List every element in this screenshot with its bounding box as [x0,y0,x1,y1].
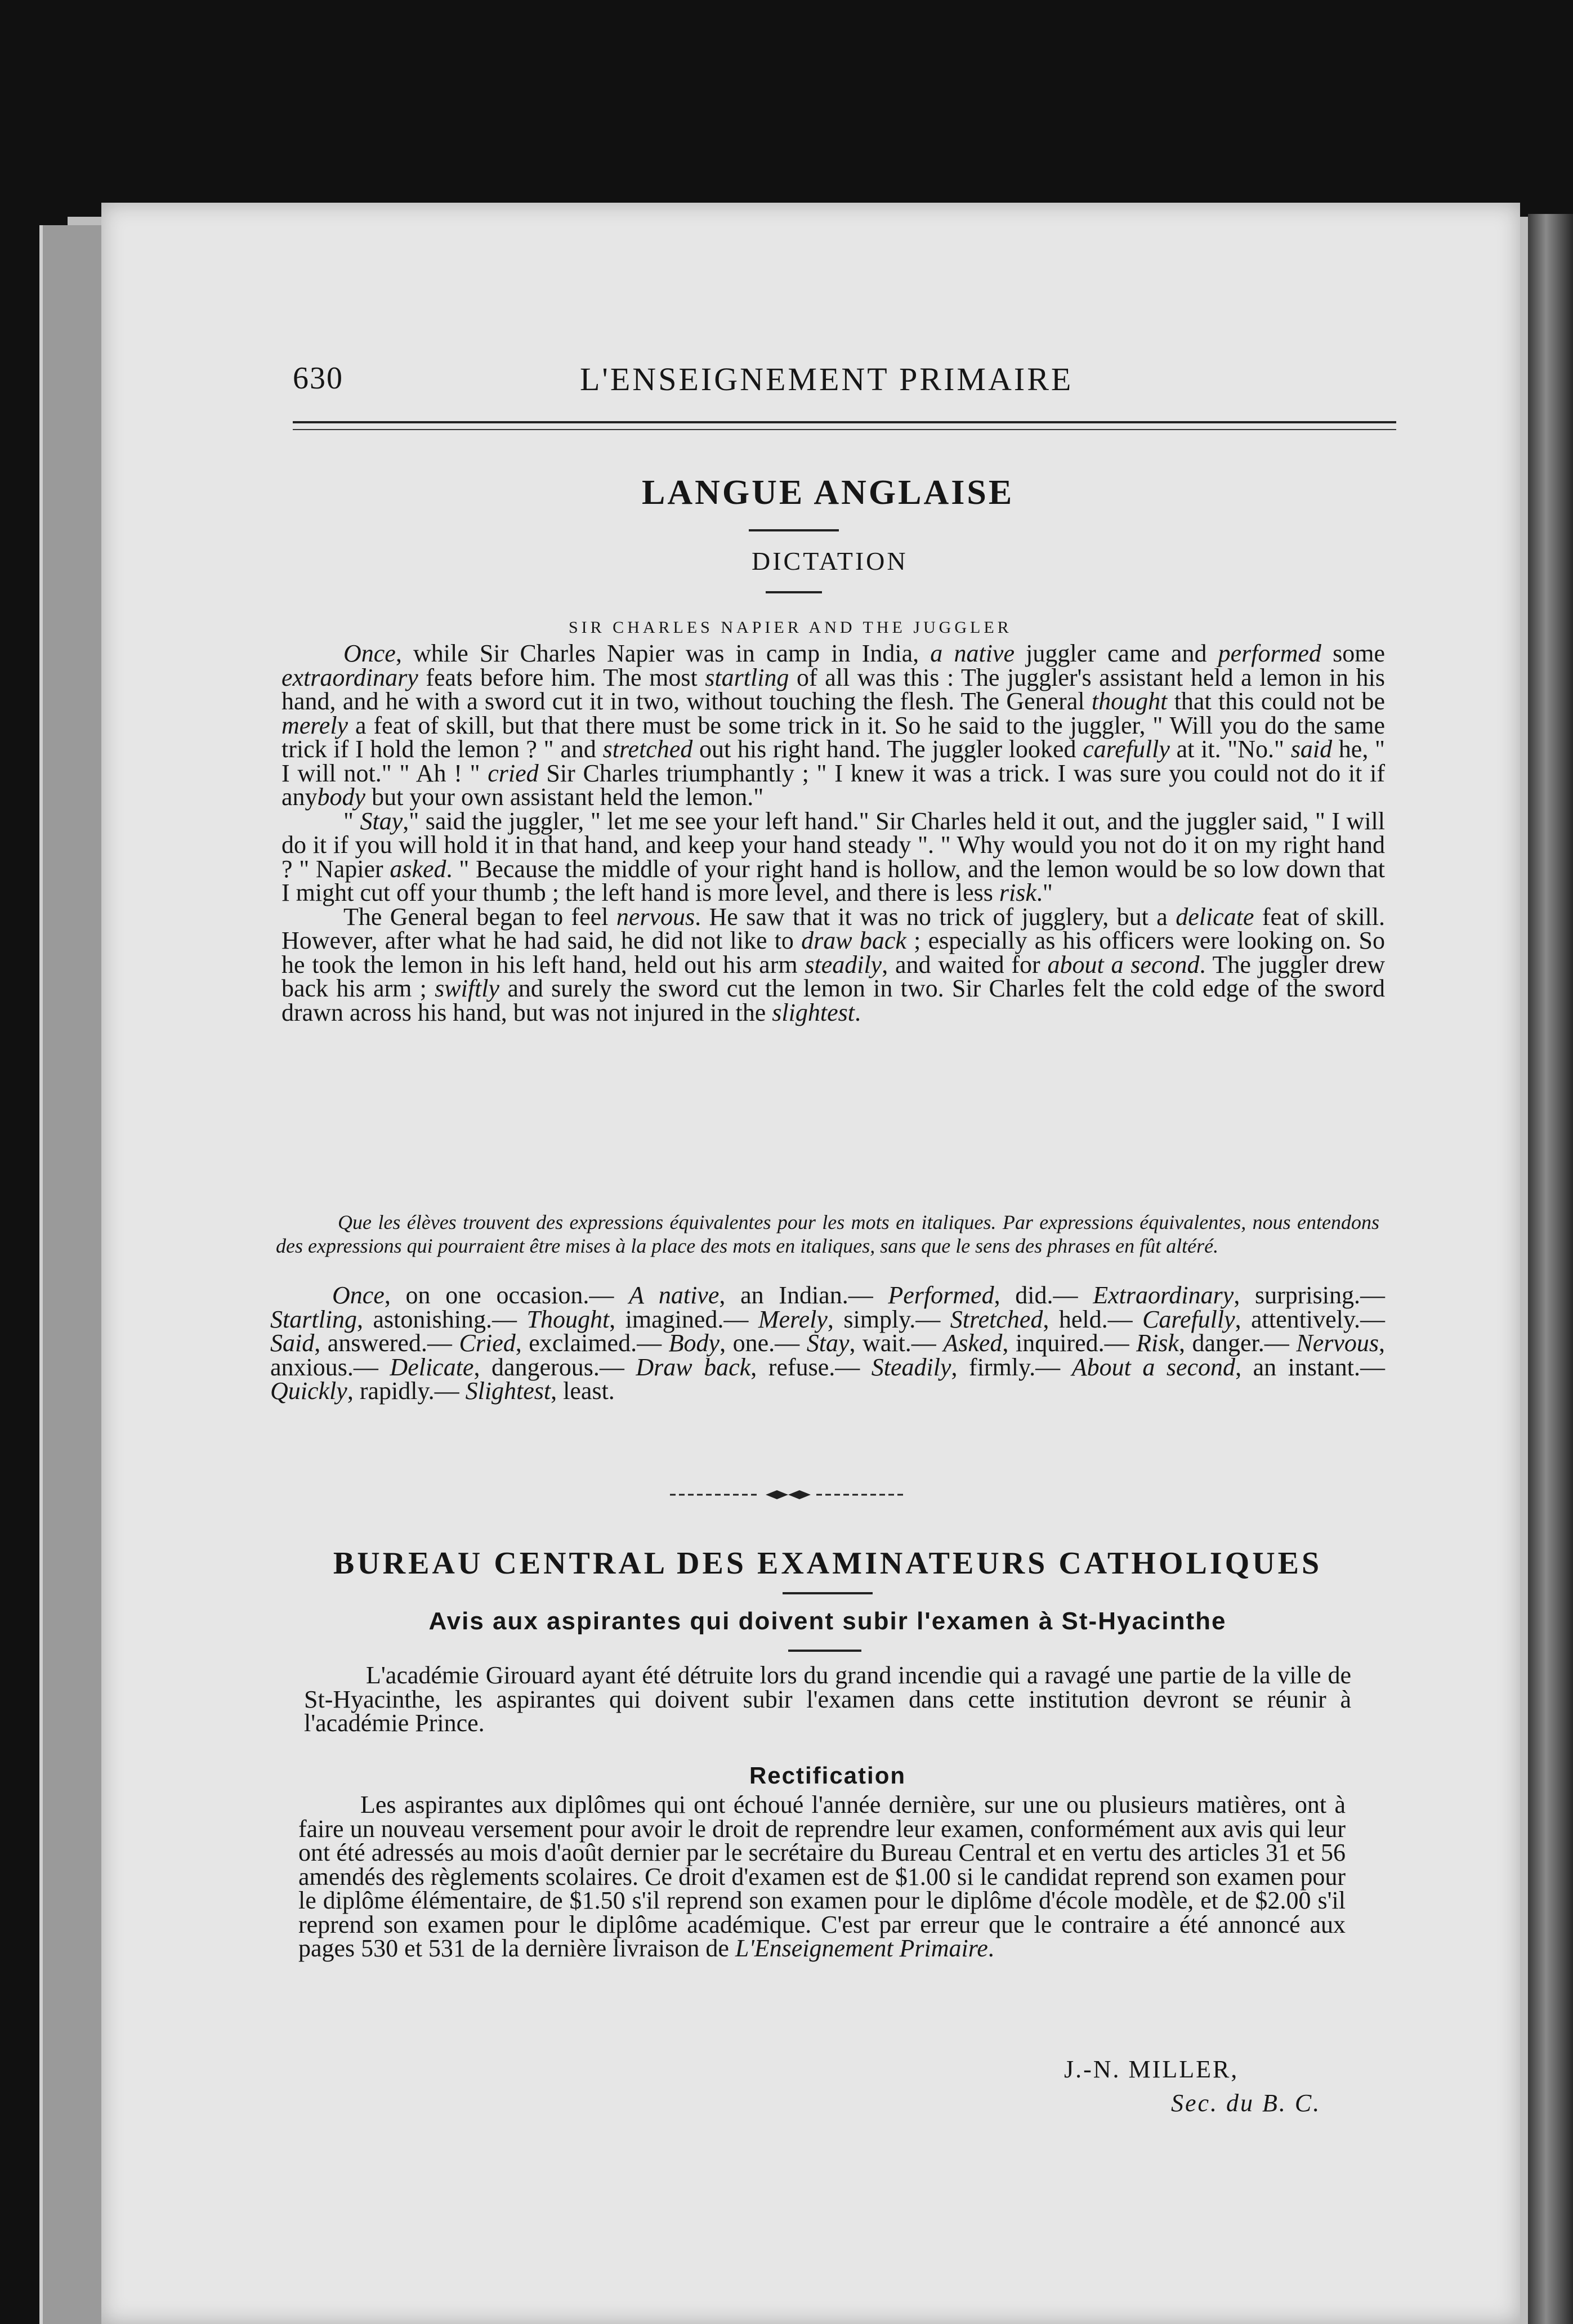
italic-term: Startling [270,1305,358,1333]
text-run: , exclaimed.— [515,1329,669,1357]
italic-term: Stay [806,1329,850,1357]
binding-shadow [1528,214,1573,2324]
text-run: that this could not be [1167,687,1386,715]
italic-term: A native [629,1281,720,1309]
italic-term: slightest [772,998,855,1026]
italic-term: Once [332,1281,385,1309]
text-run: feat of skill. However, after what he had said, he did not like to [281,902,1386,954]
dictation-paragraph [281,807,1386,906]
glossary-text [270,1281,1386,1405]
italic-term: merely [281,711,348,739]
italic-term: Said [270,1329,315,1357]
text-run: , held.— [1043,1305,1143,1333]
text-run: feats before him. The most [418,663,705,691]
avis-rule [788,1650,861,1652]
avis-title: Avis aux aspirantes qui doivent subir l'examen à St-Hyacinthe [428,1607,1227,1635]
text-run: out his right hand. The juggler looked [692,735,1083,763]
italic-term: Once [343,640,396,667]
text-run: . [854,998,861,1026]
section-subhead: DICTATION [752,547,908,575]
text-run: , inquired.— [1002,1329,1137,1357]
bureau-title: BUREAU CENTRAL DES EXAMINATEURS CATHOLIQUES [333,1546,1322,1581]
text-run: and surely the sword cut the lemon in two. Sir Charles felt the cold edge of the sword drawn across his hand, but was not injured in the [281,975,1385,1026]
italic-term: about a second [1047,950,1200,978]
text-run: he, " I will not." " Ah ! " [281,735,1386,787]
italic-term: Steadily [871,1353,951,1381]
italic-term: Nervous [1296,1329,1379,1357]
italic-term: Slightest [465,1377,551,1405]
title-rule [749,529,839,531]
italic-term: L'Enseignement Primaire [735,1934,988,1962]
text-run: at it. "No." [1169,735,1291,763]
section-ornament [670,1486,906,1503]
dictation-text [281,642,1385,1025]
text-run: ," said the juggler, " let me see your left hand." Sir Charles held it out, and the juggler said, " I will do it if you will hold it in that hand, and keep your hand steady ". " Why would you not do it on my right hand ? " Napier [281,807,1385,883]
dictation-paragraph [281,902,1386,1026]
instruction-note: Que les élèves trouvent des expressions équivalentes pour les mots en italiques. Par expressions équivalentes, nous entendons des expressions qui pourraient être mises à la place des mots en italiques, sans que le sens des phrases en fût altéré. [276,1211,1379,1257]
text-run: . [987,1934,994,1962]
text-run: , on one occasion.— [384,1281,629,1309]
text-run: . " Because the middle of your right hand is hollow, and the lemon would be so low down that I might cut off your thumb ; the left hand is more level, and there is less [281,855,1386,906]
text-run: , attentively.— [1235,1305,1386,1333]
italic-term: Delicate [390,1353,474,1381]
signature-name: J.-N. MILLER, [1064,2055,1239,2083]
text-run: ." [1036,879,1053,906]
italic-term: steadily [805,950,882,978]
text-run: , firmly.— [951,1353,1072,1381]
text-run: but your own assistant held the lemon." [365,783,764,811]
text-run: , and waited for [882,950,1048,978]
text-run: , rapidly.— [347,1377,466,1405]
bureau-rule [783,1592,873,1594]
text-run: , imagined.— [609,1305,758,1333]
italic-term: cried [488,759,539,787]
italic-term: Stay [360,807,403,835]
text-run: , an instant.— [1235,1353,1385,1381]
italic-term: swiftly [435,975,500,1002]
text-run: , answered.— [314,1329,459,1357]
text-run: " [343,807,360,835]
italic-term: About a second [1071,1353,1236,1381]
italic-term: extraordinary [281,663,418,691]
italic-term: Extraordinary [1093,1281,1234,1309]
text-run: ; especially as his officers were looking on. So he took the lemon in his left hand, held out his arm [281,927,1385,978]
text-run: of all was this : The juggler's assistant held a lemon in his hand, and he with a sword cut it in two, without touching the flesh. The General [281,663,1385,715]
italic-term: delicate [1176,902,1254,931]
italic-term: carefully [1083,735,1170,763]
italic-term: Asked [943,1329,1003,1357]
rectification-title: Rectification [749,1762,906,1789]
text-run: . The juggler drew back his arm ; [281,950,1386,1002]
text-run: , simply.— [827,1305,950,1333]
subhead-rule [766,591,822,593]
italic-term: Risk [1136,1329,1179,1357]
italic-term: Carefully [1142,1305,1235,1333]
journal-page [101,203,1520,2324]
italic-term: Performed [888,1281,994,1309]
text-run: juggler came and [1014,640,1218,667]
italic-term: Draw back [636,1353,751,1381]
italic-term: Cried [459,1329,516,1357]
avis-paragraph: L'académie Girouard ayant été détruite lors du grand incendie qui a ravagé une partie de la ville de St-Hyacinthe, les aspirantes qui doivent subir l'examen dans cette institution devront se réunir à l'académie Prince. [304,1661,1351,1737]
rectification-paragraph [298,1793,1346,1961]
section-title: LANGUE ANGLAISE [642,473,1015,512]
text-run: Les aspirantes aux diplômes qui ont échoué l'année dernière, sur une ou plusieurs matières, ont à faire un nouveau versement pour avoir le droit de reprendre leur examen, conformément aux avis qui leur ont été adressés au mois d'août dernier par le secrétaire du Bureau Central et en vertu des articles 31 et 56 amendés des règlements scolaires. Ce droit d'examen est de $1.00 si le candidat reprend son examen pour le diplôme élémentaire, de $1.50 s'il reprend son examen pour le diplôme d'école modèle, et de $2.00 s'il reprend son examen pour le diplôme académique. C'est par erreur que le contraire a été annoncé aux pages 530 et 531 de la dernière livraison de [298,1791,1346,1962]
italic-term: risk [999,879,1036,906]
italic-term: asked [390,855,446,883]
italic-term: said [1290,735,1333,763]
dictation-paragraph [281,642,1385,810]
text-run: , an Indian.— [719,1281,888,1309]
text-run: , dangerous.— [473,1353,636,1381]
italic-term: Merely [758,1305,828,1333]
text-run: , did.— [994,1281,1093,1309]
italic-term: thought [1091,687,1168,715]
italic-term: draw back [801,927,906,954]
text-run: , anxious.— [270,1329,1385,1381]
italic-term: Stretched [950,1305,1043,1333]
italic-term: nervous [616,902,695,931]
text-run: . He saw that it was no trick of jugglery, but a [695,902,1176,931]
header-rule [293,421,1396,430]
text-run: , refuse.— [750,1353,872,1381]
italic-term: Body [668,1329,720,1357]
text-run: , least. [551,1377,615,1405]
text-run: a feat of skill, but that there must be some trick in it. So he said to the juggler, " Will you do the same trick if I hold the lemon ? " and [281,711,1385,763]
text-run: some [1321,640,1385,667]
signature-title: Sec. du B. C. [1171,2089,1321,2117]
text-run: The General began to feel [343,902,616,931]
italic-term: Quickly [270,1377,347,1405]
story-title: SIR CHARLES NAPIER AND THE JUGGLER [569,618,1012,637]
italic-term: body [317,783,366,811]
text-run: , astonishing.— [357,1305,527,1333]
italic-term: Thought [526,1305,610,1333]
text-run: , while Sir Charles Napier was in camp in India, [395,640,931,667]
italic-term: stretched [602,735,693,763]
text-run: , surprising.— [1234,1281,1386,1309]
italic-term: startling [705,663,789,691]
italic-term: a native [930,640,1015,667]
text-run: , wait.— [849,1329,944,1357]
running-head: L'ENSEIGNEMENT PRIMAIRE [580,361,1074,397]
italic-term: performed [1218,640,1321,667]
text-run: Sir Charles triumphantly ; " I knew it was a trick. I was sure you could not do it if any [281,759,1385,811]
text-run: , one.— [720,1329,807,1357]
page-number: 630 [293,361,343,396]
text-run: , danger.— [1178,1329,1297,1357]
